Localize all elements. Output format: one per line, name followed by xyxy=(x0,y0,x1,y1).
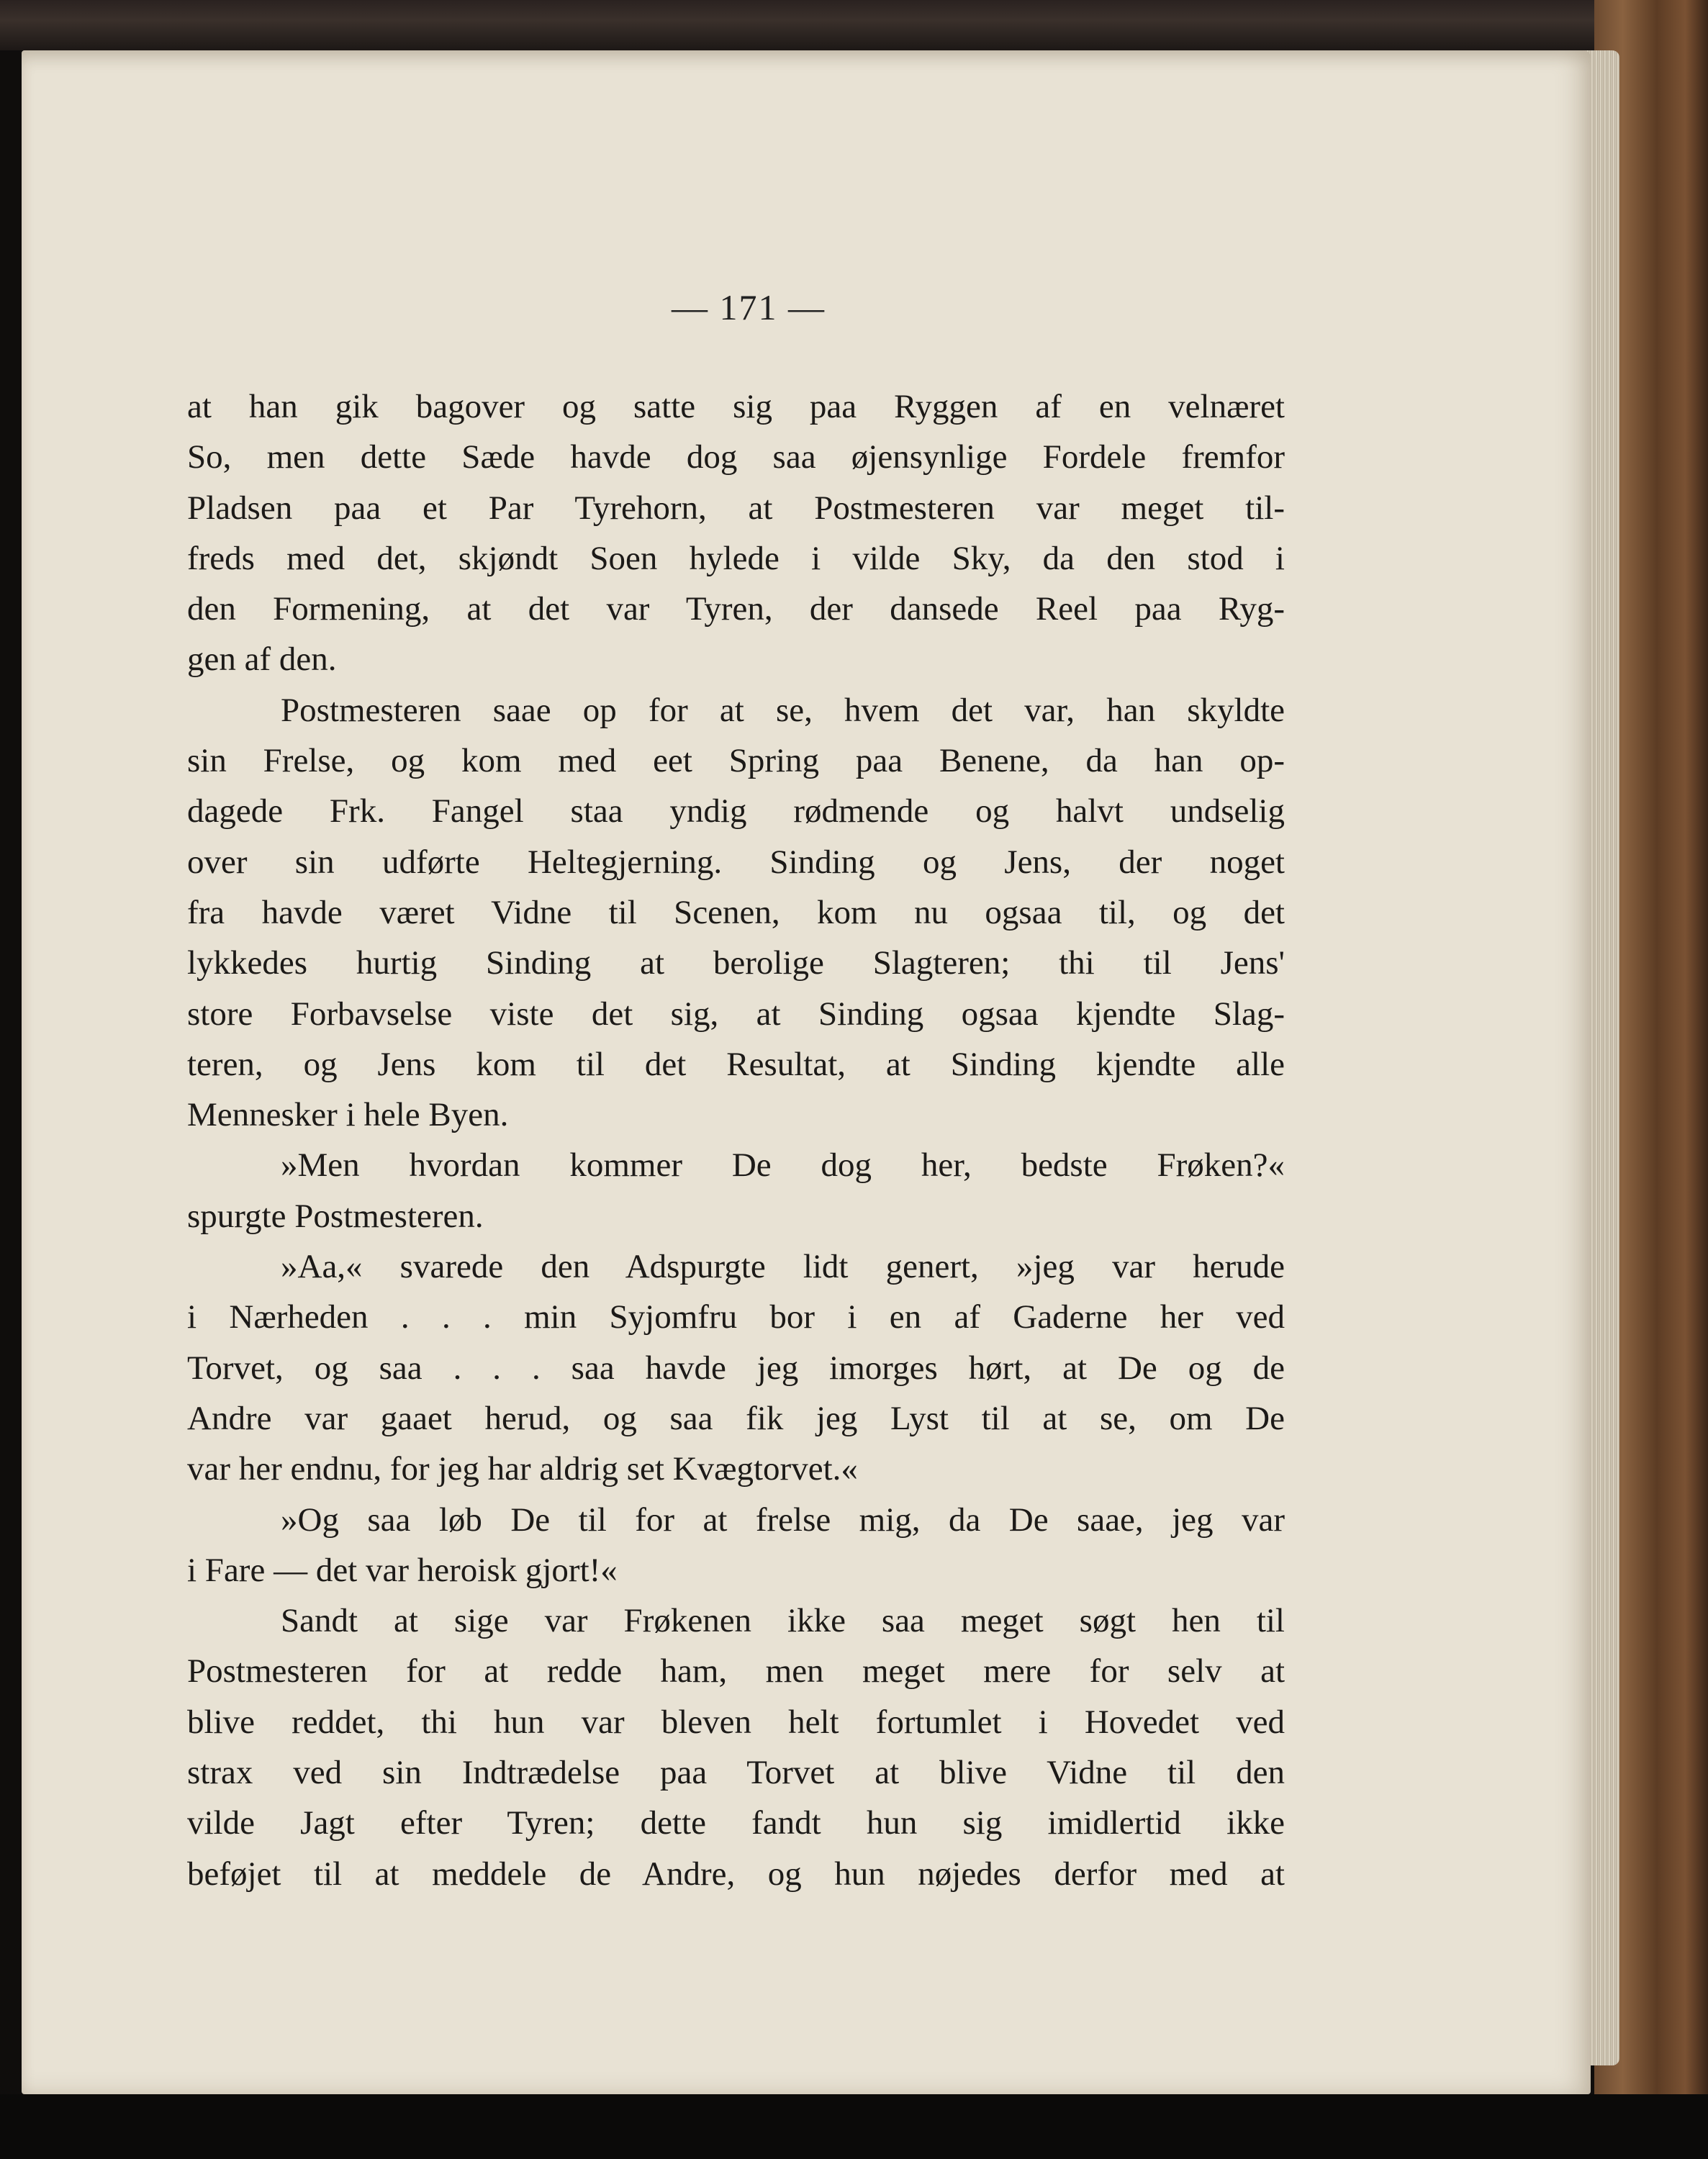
text-line: freds med det, skjøndt Soen hylede i vilde Sky, da den stod i xyxy=(187,539,1285,577)
text-line: store Forbavselse viste det sig, at Sinding ogsaa kjendte Slag- xyxy=(187,995,1285,1033)
paper-page xyxy=(22,50,1591,2094)
text-line: blive reddet, thi hun var bleven helt fortumlet i Hovedet ved xyxy=(187,1703,1285,1741)
text-line: den Formening, at det var Tyren, der dansede Reel paa Ryg- xyxy=(187,590,1285,628)
text-line: beføjet til at meddele de Andre, og hun nøjedes derfor med at xyxy=(187,1855,1285,1893)
text-line: »Aa,« svarede den Adspurgte lidt genert, »jeg var herude xyxy=(281,1248,1285,1286)
text-line: Postmesteren for at redde ham, men meget mere for selv at xyxy=(187,1652,1285,1690)
text-line: dagede Frk. Fangel staa yndig rødmende og halvt undselig xyxy=(187,792,1285,830)
text-line: Andre var gaaet herud, og saa fik jeg Lyst til at se, om De xyxy=(187,1399,1285,1437)
text-line: i Nærheden . . . min Syjomfru bor i en af Gaderne her ved xyxy=(187,1298,1285,1336)
text-line: teren, og Jens kom til det Resultat, at Sinding kjendte alle xyxy=(187,1045,1285,1083)
text-line: gen af den. xyxy=(187,641,337,679)
book-top-edge xyxy=(0,0,1708,50)
body-text xyxy=(187,381,1285,1899)
text-line: over sin udførte Heltegjerning. Sinding og Jens, der noget xyxy=(187,843,1285,881)
text-line: Pladsen paa et Par Tyrehorn, at Postmesteren var meget til- xyxy=(187,489,1285,527)
text-line: i Fare — det var heroisk gjort!« xyxy=(187,1551,618,1589)
text-line: Sandt at sige var Frøkenen ikke saa meget søgt hen til xyxy=(281,1602,1285,1640)
text-line: vilde Jagt efter Tyren; dette fandt hun sig imidlertid ikke xyxy=(187,1804,1285,1842)
text-line: lykkedes hurtig Sinding at berolige Slagteren; thi til Jens' xyxy=(187,944,1285,982)
text-line: So, men dette Sæde havde dog saa øjensynlige Fordele fremfor xyxy=(187,438,1285,476)
text-line: Postmesteren saae op for at se, hvem det var, han skyldte xyxy=(281,691,1285,729)
text-line: strax ved sin Indtrædelse paa Torvet at blive Vidne til den xyxy=(187,1754,1285,1792)
text-line: »Og saa løb De til for at frelse mig, da De saae, jeg var xyxy=(281,1501,1285,1539)
text-line: fra havde været Vidne til Scenen, kom nu ogsaa til, og det xyxy=(187,893,1285,931)
text-line: spurgte Postmesteren. xyxy=(187,1197,484,1235)
text-line: sin Frelse, og kom med eet Spring paa Benene, da han op- xyxy=(187,742,1285,780)
book-bottom-edge xyxy=(0,2094,1708,2159)
page-number: — 171 — xyxy=(672,287,826,327)
text-line: Mennesker i hele Byen. xyxy=(187,1096,509,1134)
text-line: at han gik bagover og satte sig paa Ryggen af en velnæret xyxy=(187,388,1285,425)
text-line: var her endnu, for jeg har aldrig set Kvægtorvet.« xyxy=(187,1450,858,1488)
text-line: Torvet, og saa . . . saa havde jeg imorges hørt, at De og de xyxy=(187,1349,1285,1387)
text-line: »Men hvordan kommer De dog her, bedste Frøken?« xyxy=(281,1146,1285,1185)
